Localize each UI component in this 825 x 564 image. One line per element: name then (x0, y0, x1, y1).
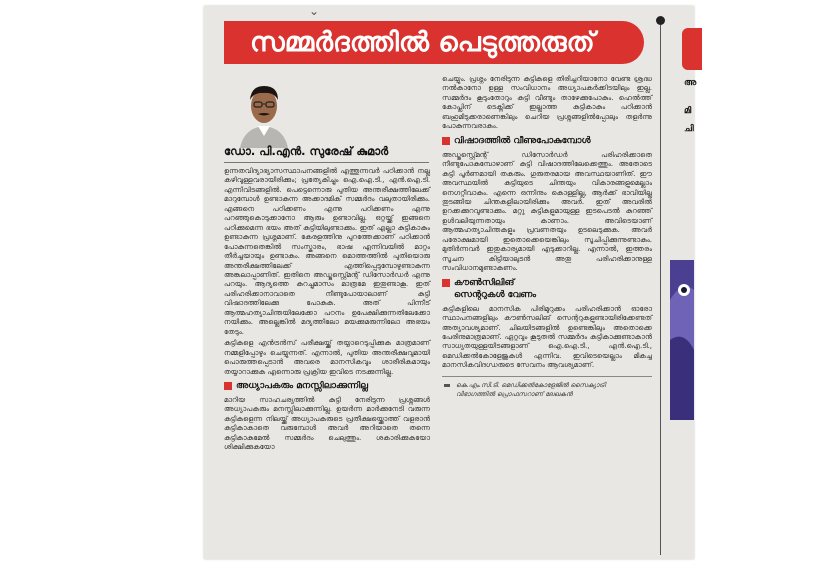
subheading: അധ്യാപകരും മനസ്സിലാക്കുന്നില്ല (224, 380, 430, 392)
neighbor-article (670, 14, 697, 559)
column-dot (656, 16, 665, 25)
left-margin (0, 0, 204, 564)
newspaper-clipping (204, 4, 697, 559)
subheading-line: സെന്ററുകൾ വേണം (454, 289, 537, 300)
paragraph: ഉന്നതവിദ്യാഭ്യാസസ്ഥാപനങ്ങളിൽ എത്തുന്നവർ പഠിക്കാൻ നല്ല കഴിവുള്ളവരായിരിക്കും; പ്രത്യേകിച്ചും ഐ.ഐ.ടി., എൻ.ഐ.ടി. എന്നിവിടങ്ങളിൽ. പെട്ടെന്നൊരു പുതിയ അന്തരീക്ഷത്തിലേക്ക് മാറുമ്പോൾ ഉണ്ടാകുന്ന അക്കാദമിക് സമ്മർദം വലുതായിരിക്കും. എങ്ങനെ പഠിക്കണം എന്നു പഠിക്കണം എന്നു പറഞ്ഞുകൊടുക്കാനോ ആരും ഉണ്ടാവില്ല. ഒറ്റയ്ക്ക് ഇങ്ങനെ പഠിക്കുമെന്ന ഭയം അത് കുട്ടിയിലുണ്ടാക്കും. ഇത് എല്ലാ കുട്ടികാകും ഉണ്ടാകുന്ന പ്രശ്നമാണ്. കേരളത്തിനു പുറത്തേക്കാണ് പഠിക്കാൻ പോകുന്നതെങ്കിൽ സംസ്കാരം, ഭാഷ എന്നിവയിൽ മാറ്റം തീർച്ചയായും ഉണ്ടാകും. അങ്ങനെ മൊത്തത്തിൽ പുതിയൊരു അന്തരീക്ഷത്തിലേക്ക് എത്തിപ്പെടുമ്പോഴുണ്ടാകുന്ന അങ്കലാപ്പാണിത്. ഇതിനെ അഡ്ജസ്റ്റ്മെന്റ് ഡിസോർഡർ എന്നു പറയും. ആദ്യത്തെ കുറച്ചുമാസം മാത്രമേ ഇതുണ്ടാകൂ. ഇത് പരിഹരിക്കാനാവാതെ നീണ്ടുപോയാലാണ് കുട്ടി വിഷാദത്തിലേക്കു പോകുക. അത് പിന്നീട് ആത്മഹത്യാചിന്തയിലേക്കോ പഠനം ഉപേക്ഷിക്കുന്നതിലേക്കോ നയിക്കും. അല്ലെങ്കിൽ മദ്യത്തിലോ മയക്കുമരുന്നിലോ അഭയം തേടും. (224, 166, 430, 336)
author-note-line: വിഭാഗത്തിൽ പ്രൊഫസറാണ് ലേഖകൻ (456, 389, 573, 398)
right-margin (694, 0, 825, 564)
neighbor-heading: ചി (684, 124, 694, 134)
paragraph: കുട്ടികളിലെ മാനസിക പിരിമുറുക്കം പരിഹരിക്കാൻ ഓരോ സ്ഥാപനങ്ങളിലും കൗൺസലിങ് സെന്ററുകളുണ്ടായിരിക്കേണ്ടത് അത്യാവശ്യമാണ്. ചിലയിടങ്ങളിൽ ഉണ്ടെങ്കിലും അതൊക്കെ പേരിനുമാത്രമാണ്. ഏറ്റവും കൂടുതൽ സമ്മർദം കുട്ടികാക്കുണ്ടാകാൻ സാധ്യതയുള്ളയിടങ്ങളാണ് ഐ.ഐ.ടി., എൻ.ഐ.ടി., മെഡിക്കൽകോളേജുകൾ എന്നിവ. ഇവിടെയെല്ലാം മികച്ച മാനസികവിദഗ്ധരുടെ സേവനം ആവശ്യമാണ്. (442, 303, 652, 370)
author-note (442, 381, 652, 399)
headline-banner (224, 21, 644, 64)
article-column-2 (442, 74, 652, 552)
author-name: ഡോ. പി.എൻ. സുരേഷ് കുമാർ (224, 144, 389, 158)
paragraph: മാറിയ സാഹചര്യത്തിൽ കുട്ടി നേരിടുന്ന പ്രശ്നങ്ങൾ അധ്യാപകരും മനസ്സിലാക്കുന്നില്ല. ഉയർന്ന മാർക്കുനേടി വരുന്ന കുട്ടികളെന്ന നിലയ്ക്ക് അധ്യാപകരുടെ പ്രതീക്ഷയ്ക്കൊത്ത് വളരാൻ കുട്ടികാകാതെ വരുമ്പോൾ അവർ അറിയാതെ തന്നെ കുട്ടികാകുമേൽ സമ്മർദം ചെലുത്തും. ശകാരിക്കുകയോ ശിക്ഷിക്കുകയോ (224, 394, 430, 452)
fold-mark-icon: ⌄ (309, 4, 320, 18)
neighbor-illustration (670, 260, 694, 420)
author-divider (224, 162, 429, 163)
footer-divider (442, 376, 652, 377)
column-rule (660, 25, 661, 555)
paragraph: അഡ്ജസ്റ്റ്മെന്റ് ഡിസോർഡർ പരിഹരിക്കാതെ നീണ്ടുപോകുമ്പോഴാണ് കുട്ടി വിഷാദത്തിലേക്കെത്തും. അതോടെ കുട്ടി പൂർണമായി തകരും. ഗുരുതരമായ അവസ്ഥയാണിത്. ഈ അവസ്ഥയിൽ കുട്ടിയുടെ ചിന്തയും വികാരങ്ങളുമെല്ലാം നെഗറ്റീവാകും. എന്നെ ഒന്നിനും കൊള്ളില്ല, ആർക്ക് ഭാവിയില്ല തുടങ്ങിയ ചിന്തകളിലായിരിക്കും അവർ. ഇത് അവരിൽ ഉറക്കക്കുറവുണ്ടാക്കും. മറ്റു കുട്ടികളുമായുള്ള ഇടപെടൽ കുറഞ്ഞ് ഉൾവലിയുന്നതായും കാണാം. അവിടെയാണ് ആത്മഹത്യാചിന്തകളും പ്രവണതയും ഉടലെടുക്കുക. അവർ പരോക്ഷമായി ഇതൊക്കെയെങ്കിലും സൂചിപ്പിക്കുന്നുണ്ടാകും. മുതിർന്നവർ ഇതുകാര്യമായി എടുക്കാറില്ല. എന്നാൽ, ഇത്തരം സൂചന കിട്ടിയാലുടൻ അതു പരിഹരിക്കാനുള്ള സംവിധാനമുണ്ടാകണം. (442, 149, 652, 273)
paragraph: കുട്ടികളെ എൻട്രൻസ് പരീക്ഷയ്ക്ക് തയ്യാറെടുപ്പിക്കുക മാത്രമാണ് നമ്മളിപ്പോഴും ചെയ്യുന്നത്. എന്നാൽ, പുതിയ അന്തരീക്ഷവുമായി പൊരുത്തപ്പെടാൻ അവരെ മാനസികവും ശാരീരികമായും തയ്യാറാക്കുക എന്നൊരു പ്രക്രിയ ഇവിടെ നടക്കുന്നില്ല. (224, 338, 430, 376)
headline: സമ്മർദത്തിൽ പെടുത്തരുത് (250, 27, 595, 58)
article-column-1 (224, 166, 430, 554)
subheading: വിഷാദത്തിൽ വീണുപോകുമ്പോൾ (442, 135, 652, 147)
author-note-line: കെ.എം.സി.ടി. മെഡിക്കൽകോളേജിൽ സൈക്യാട്രി (456, 380, 606, 389)
neighbor-heading: മി (684, 106, 692, 116)
author-photo (234, 76, 294, 148)
subheading-line: കൗൺസിലിങ് (454, 277, 515, 288)
neighbor-heading: അ (684, 78, 697, 88)
subheading (442, 277, 652, 301)
paragraph: ചെയ്യും. പ്രശ്നം നേരിടുന്ന കുട്ടികളെ തിരിച്ചറിയാനോ വേണ്ട ശ്രദ്ധ നൽകാനോ ഉള്ള സംവിധാനം അധ്യാപകർക്കിടയിലും ഇല്ല. സമ്മർദം കൂടുംതോറും കുട്ടി വീണ്ടും താഴേക്കുപോകും. ഹെൽത്ത് കോപ്ലിന് ടെക്നിക്ക് ഇല്ലാത്ത കുട്ടികാകും പഠിക്കാൻ ബഹുമിടുക്കരാണെങ്കിലും ചെറിയ പ്രശ്നങ്ങളിൽപ്പോലും തളർന്നു പോകുന്നവരാകും. (442, 74, 652, 131)
neighbor-banner (682, 28, 702, 70)
